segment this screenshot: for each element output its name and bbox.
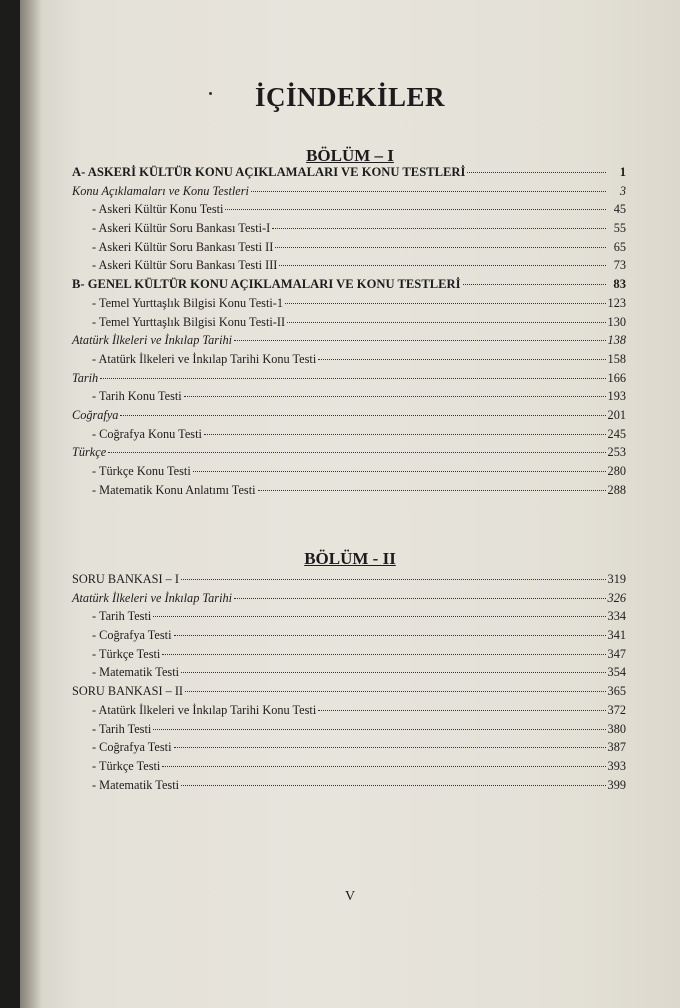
- toc-entry-page: 288: [607, 482, 626, 497]
- dot-leader: [174, 738, 606, 748]
- toc-entry: [72, 589, 626, 608]
- toc-entry: [72, 294, 626, 313]
- toc-entry-page: 1: [619, 165, 626, 179]
- toc-entry-label: SORU BANKASI – I: [72, 572, 179, 586]
- dot-leader: [318, 701, 605, 711]
- toc-entry-label: - Matematik Konu Anlatımı Testi: [92, 482, 256, 497]
- toc-entry-label: A- ASKERİ KÜLTÜR KONU AÇIKLAMALARI VE KONU TESTLERİ: [72, 165, 466, 179]
- toc-entry-page: 45: [613, 202, 626, 217]
- toc-entry-page: 387: [607, 740, 626, 755]
- toc-entry-label: - Türkçe Testi: [92, 758, 161, 773]
- page-number: V: [344, 889, 356, 904]
- toc-entry: [72, 406, 626, 425]
- toc-entry: [72, 200, 626, 219]
- dot-leader: [234, 331, 605, 341]
- toc-entry: [72, 626, 626, 645]
- dot-leader: [287, 313, 605, 323]
- dot-leader: [153, 720, 605, 730]
- toc-entry: [72, 663, 626, 682]
- toc-entry-label: B- GENEL KÜLTÜR KONU AÇIKLAMALARI VE KONU TESTLERİ: [72, 277, 461, 292]
- toc-entry-label: - Askeri Kültür Soru Bankası Testi-I: [92, 221, 271, 236]
- toc-entry: [72, 238, 626, 257]
- toc-entry: [72, 645, 626, 664]
- dot-leader: [120, 406, 605, 416]
- toc-entry-page: 55: [613, 221, 626, 236]
- dot-leader: [193, 462, 606, 472]
- toc-entry-label: - Temel Yurttaşlık Bilgisi Konu Testi-II: [92, 314, 286, 329]
- toc-entry-page: 326: [607, 590, 626, 605]
- dot-leader: [108, 443, 605, 453]
- dot-leader: [204, 425, 606, 435]
- toc-entry: [72, 350, 626, 369]
- toc-entry-page: 253: [607, 445, 626, 460]
- toc-entry: [72, 443, 626, 462]
- toc-entry-page: 65: [613, 239, 626, 254]
- toc-entry-label: - Tarih Testi: [92, 721, 152, 736]
- toc-entry-page: 73: [613, 258, 626, 273]
- dot-leader: [181, 570, 606, 580]
- toc-entry-page: 193: [607, 389, 626, 404]
- toc-entry-label: - Askeri Kültür Konu Testi: [92, 202, 224, 217]
- toc-entry: [72, 607, 626, 626]
- toc-entry-label: - Askeri Kültür Soru Bankası Testi II: [92, 239, 274, 254]
- toc-entry-page: 399: [607, 777, 626, 792]
- toc-entry: [72, 701, 626, 720]
- toc-entry: [72, 163, 626, 182]
- toc-section-1: [72, 163, 626, 499]
- toc-entry-page: 3: [619, 183, 626, 198]
- dot-leader: [463, 275, 606, 285]
- toc-entry-label: - Türkçe Testi: [92, 646, 161, 661]
- dot-leader: [279, 256, 606, 266]
- toc-entry: [72, 369, 626, 388]
- toc-entry-label: - Coğrafya Testi: [92, 628, 172, 643]
- toc-entry: [72, 682, 626, 701]
- toc-entry-label: Konu Açıklamaları ve Konu Testleri: [72, 183, 249, 198]
- toc-entry-page: 341: [607, 628, 626, 643]
- dot-leader: [258, 481, 606, 491]
- dot-leader: [318, 350, 605, 360]
- toc-entry-label: - Matematik Testi: [92, 777, 180, 792]
- dot-leader: [185, 682, 606, 692]
- toc-entry-label: - Coğrafya Testi: [92, 740, 172, 755]
- toc-entry-label: Türkçe: [72, 445, 107, 460]
- dot-leader: [162, 757, 605, 767]
- toc-entry-page: 365: [607, 684, 626, 699]
- toc-entry-page: 158: [607, 351, 626, 366]
- dot-leader: [272, 219, 606, 229]
- dot-leader: [285, 294, 606, 304]
- dot-leader: [181, 663, 606, 673]
- toc-entry-label: - Atatürk İlkeleri ve İnkılap Tarihi Konu Testi: [92, 351, 317, 366]
- toc-entry-label: - Türkçe Konu Testi: [92, 464, 191, 478]
- toc-entry-label: - Tarih Testi: [92, 609, 152, 624]
- toc-entry-page: 334: [607, 609, 626, 624]
- toc-entry: [72, 313, 626, 332]
- toc-entry-label: Atatürk İlkeleri ve İnkılap Tarihi: [72, 590, 233, 605]
- toc-entry-page: 130: [607, 314, 626, 329]
- toc-entry-label: Atatürk İlkeleri ve İnkılap Tarihi: [72, 333, 233, 348]
- section-heading-1: BÖLÜM – I: [306, 146, 394, 165]
- toc-entry: [72, 219, 626, 238]
- toc-entry: [72, 481, 626, 500]
- toc-entry: [72, 331, 626, 350]
- toc-entry-page: 393: [607, 758, 626, 773]
- toc-entry: [72, 462, 626, 481]
- toc-entry-page: 380: [607, 721, 626, 736]
- toc-entry-page: 280: [607, 464, 626, 478]
- dot-leader: [275, 238, 606, 248]
- dot-leader: [100, 369, 605, 379]
- toc-entry-label: SORU BANKASI – II: [72, 684, 184, 699]
- toc-entry-label: - Askeri Kültür Soru Bankası Testi III: [92, 258, 278, 273]
- dot-leader: [181, 776, 606, 786]
- toc-entry-page: 201: [607, 407, 626, 422]
- toc-entry-label: - Coğrafya Konu Testi: [92, 426, 202, 441]
- toc-entry: [72, 738, 626, 757]
- toc-entry: [72, 570, 626, 589]
- toc-entry: [72, 387, 626, 406]
- toc-entry-label: - Matematik Testi: [92, 665, 180, 680]
- toc-entry: [72, 275, 626, 294]
- dot-leader: [162, 645, 605, 655]
- dot-leader: [174, 626, 606, 636]
- toc-entry-label: Coğrafya: [72, 407, 119, 422]
- toc-section-2: [72, 570, 626, 794]
- page-title: İÇİNDEKİLER: [254, 82, 446, 112]
- section-heading-2: BÖLÜM - II: [304, 549, 396, 568]
- toc-entry: [72, 256, 626, 275]
- dot-leader: [225, 200, 606, 210]
- toc-entry: [72, 182, 626, 201]
- toc-entry-page: 372: [607, 702, 626, 717]
- dot-leader: [251, 182, 606, 192]
- toc-entry-label: Tarih: [72, 370, 99, 385]
- toc-entry: [72, 757, 626, 776]
- toc-entry-page: 166: [607, 370, 626, 385]
- dot-leader: [467, 163, 606, 173]
- toc-entry-page: 83: [613, 277, 626, 292]
- toc-entry-page: 354: [607, 665, 626, 680]
- toc-entry: [72, 776, 626, 795]
- toc-entry-label: - Atatürk İlkeleri ve İnkılap Tarihi Konu Testi: [92, 702, 317, 717]
- toc-entry-page: 347: [607, 646, 626, 661]
- toc-entry-page: 123: [607, 295, 626, 310]
- dot-leader: [184, 387, 606, 397]
- toc-entry: [72, 720, 626, 739]
- toc-entry-label: - Temel Yurttaşlık Bilgisi Konu Testi-1: [92, 295, 284, 310]
- toc-entry-label: - Tarih Konu Testi: [92, 389, 182, 404]
- toc-entry-page: 245: [607, 426, 626, 441]
- toc-entry-page: 138: [607, 333, 626, 348]
- dot-leader: [234, 589, 605, 599]
- book-page: [20, 0, 680, 1008]
- toc-entry-page: 319: [607, 572, 626, 586]
- toc-entry: [72, 425, 626, 444]
- dot-leader: [153, 607, 605, 617]
